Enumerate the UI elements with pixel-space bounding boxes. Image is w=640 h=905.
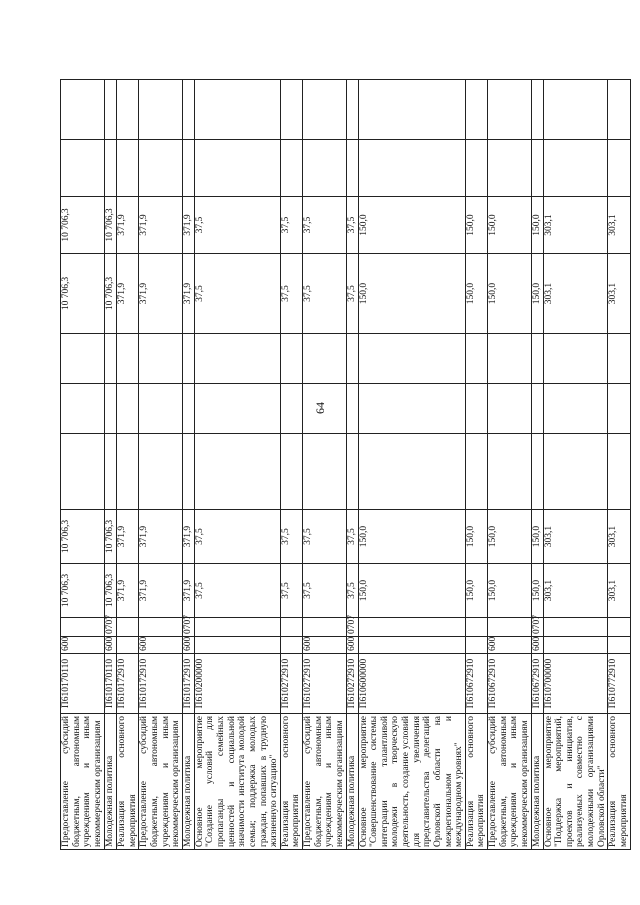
table-row — [182, 80, 194, 850]
cell-csr: П610772910 — [608, 654, 630, 714]
cell-v2: 150,0 — [358, 510, 465, 564]
table-row — [488, 80, 532, 850]
cell-name: Предоставление субсидий бюджетным, автономным учреждениям и иным некоммерческим организациям — [303, 714, 347, 850]
cell-rz — [117, 618, 139, 637]
cell-vr: 600 — [182, 637, 194, 654]
cell-v3 — [346, 384, 358, 434]
cell-empty — [543, 334, 608, 384]
cell-v3 — [608, 384, 630, 434]
cell-v5: 10 706,3 — [105, 197, 117, 254]
cell-rz — [608, 618, 630, 637]
cell-name: Основное мероприятие "Совершенствование системы интеграции талантливой молодежи в творческую деятельность, создание условий для увеличения представительства делегаций Орловской области на межрегиональном и международном уровнях" — [358, 714, 465, 850]
cell-empty — [608, 80, 630, 140]
cell-vr — [608, 637, 630, 654]
cell-vr: 600 — [139, 637, 183, 654]
cell-v4: 10 706,3 — [105, 254, 117, 334]
cell-empty — [303, 334, 347, 384]
table-row — [465, 80, 487, 850]
cell-v5: 150,0 — [358, 197, 465, 254]
cell-v3 — [139, 384, 183, 434]
cell-name: Реализация основного мероприятия — [465, 714, 487, 850]
cell-v5: 150,0 — [465, 197, 487, 254]
cell-csr: П610672910 — [465, 654, 487, 714]
cell-csr: П610272910 — [346, 654, 358, 714]
cell-name: Основное мероприятие "Поддержка мероприятий, проектов и инициатив, реализуемых совместно с молодежными организациями Орловской области" — [543, 714, 608, 850]
cell-v4: 150,0 — [358, 254, 465, 334]
cell-rz — [543, 618, 608, 637]
cell-empty — [543, 80, 608, 140]
cell-v4: 37,5 — [303, 254, 347, 334]
cell-v1: 371,9 — [139, 564, 183, 618]
cell-empty — [465, 140, 487, 197]
cell-v2: 150,0 — [488, 510, 532, 564]
cell-rz: 0707 — [531, 618, 543, 637]
cell-csr: П610170110 — [105, 654, 117, 714]
cell-empty — [182, 80, 194, 140]
table-row — [61, 80, 105, 850]
cell-v3 — [61, 384, 105, 434]
cell-name: Молодежная политика — [531, 714, 543, 850]
cell-empty — [358, 434, 465, 510]
cell-empty — [346, 80, 358, 140]
cell-v5: 303,1 — [608, 197, 630, 254]
cell-v2: 303,1 — [608, 510, 630, 564]
cell-v1: 371,9 — [182, 564, 194, 618]
cell-name: Молодежная политика — [346, 714, 358, 850]
cell-empty — [608, 334, 630, 384]
cell-rz: 0707 — [346, 618, 358, 637]
table-row — [358, 80, 465, 850]
cell-vr: 600 — [303, 637, 347, 654]
cell-v5: 37,5 — [346, 197, 358, 254]
cell-v1: 150,0 — [531, 564, 543, 618]
cell-v4: 371,9 — [139, 254, 183, 334]
cell-empty — [139, 434, 183, 510]
cell-v2: 37,5 — [194, 510, 280, 564]
cell-rz — [488, 618, 532, 637]
cell-v5: 37,5 — [280, 197, 302, 254]
cell-empty — [280, 140, 302, 197]
cell-csr: П610170110 — [61, 654, 105, 714]
cell-v4: 10 706,3 — [61, 254, 105, 334]
cell-empty — [465, 334, 487, 384]
cell-csr: П610172910 — [182, 654, 194, 714]
table-row — [194, 80, 280, 850]
cell-v1: 37,5 — [303, 564, 347, 618]
cell-empty — [608, 434, 630, 510]
table-row — [543, 80, 608, 850]
table-row — [117, 80, 139, 850]
cell-empty — [531, 434, 543, 510]
cell-empty — [303, 80, 347, 140]
cell-vr — [194, 637, 280, 654]
cell-empty — [358, 140, 465, 197]
cell-empty — [61, 434, 105, 510]
cell-v1: 371,9 — [117, 564, 139, 618]
cell-empty — [488, 140, 532, 197]
cell-v4: 150,0 — [465, 254, 487, 334]
cell-empty — [303, 434, 347, 510]
cell-rz — [61, 618, 105, 637]
cell-csr: П610672910 — [531, 654, 543, 714]
cell-csr: П610172910 — [139, 654, 183, 714]
table-row — [139, 80, 183, 850]
cell-v5: 303,1 — [543, 197, 608, 254]
cell-empty — [139, 80, 183, 140]
cell-v5: 150,0 — [488, 197, 532, 254]
cell-vr: 600 — [488, 637, 532, 654]
cell-v2: 10 706,3 — [105, 510, 117, 564]
cell-rz — [358, 618, 465, 637]
cell-empty — [531, 80, 543, 140]
cell-v1: 303,1 — [543, 564, 608, 618]
cell-v3 — [280, 384, 302, 434]
cell-rz — [303, 618, 347, 637]
cell-empty — [61, 334, 105, 384]
cell-v2: 371,9 — [182, 510, 194, 564]
table-row — [531, 80, 543, 850]
cell-v2: 150,0 — [531, 510, 543, 564]
cell-csr: П610200000 — [194, 654, 280, 714]
cell-name: Основное мероприятие "Создание условий для пропаганды семейных ценностей и социальной значимости института молодой семьи; поддержка молодых граждан, попавших в трудную жизненную ситуацию" — [194, 714, 280, 850]
cell-v1: 10 706,3 — [61, 564, 105, 618]
cell-v3 — [182, 384, 194, 434]
cell-csr: П610272910 — [280, 654, 302, 714]
cell-empty — [139, 334, 183, 384]
cell-v3 — [303, 384, 347, 434]
cell-v5: 371,9 — [117, 197, 139, 254]
cell-name: Реализация основного мероприятия — [280, 714, 302, 850]
cell-empty — [194, 140, 280, 197]
cell-v3 — [543, 384, 608, 434]
table-row — [303, 80, 347, 850]
cell-empty — [194, 434, 280, 510]
cell-rz: 0707 — [105, 618, 117, 637]
cell-v2: 10 706,3 — [61, 510, 105, 564]
cell-v1: 10 706,3 — [105, 564, 117, 618]
cell-rz — [465, 618, 487, 637]
cell-vr: 600 — [105, 637, 117, 654]
cell-v4: 303,1 — [543, 254, 608, 334]
cell-csr: П610672910 — [488, 654, 532, 714]
table-body — [61, 80, 631, 850]
cell-name: Предоставление субсидий бюджетным, автономным учреждениям и иным некоммерческим организациям — [139, 714, 183, 850]
cell-rz: 0707 — [182, 618, 194, 637]
cell-name: Молодежная политика — [105, 714, 117, 850]
cell-v4: 150,0 — [531, 254, 543, 334]
table-row — [346, 80, 358, 850]
cell-v3 — [105, 384, 117, 434]
cell-v3 — [465, 384, 487, 434]
cell-v5: 371,9 — [182, 197, 194, 254]
cell-empty — [182, 334, 194, 384]
cell-v4: 371,9 — [117, 254, 139, 334]
cell-csr: П610700000 — [543, 654, 608, 714]
cell-rz — [139, 618, 183, 637]
cell-v1: 150,0 — [358, 564, 465, 618]
cell-v4: 150,0 — [488, 254, 532, 334]
cell-empty — [488, 80, 532, 140]
cell-v4: 303,1 — [608, 254, 630, 334]
cell-rz — [280, 618, 302, 637]
cell-empty — [105, 334, 117, 384]
table-row — [608, 80, 630, 850]
cell-v1: 150,0 — [488, 564, 532, 618]
cell-v4: 371,9 — [182, 254, 194, 334]
cell-vr — [543, 637, 608, 654]
cell-vr — [280, 637, 302, 654]
cell-vr — [117, 637, 139, 654]
cell-empty — [608, 140, 630, 197]
cell-vr — [465, 637, 487, 654]
cell-v5: 37,5 — [303, 197, 347, 254]
cell-v3 — [531, 384, 543, 434]
cell-empty — [117, 80, 139, 140]
cell-v2: 37,5 — [280, 510, 302, 564]
cell-vr: 600 — [61, 637, 105, 654]
cell-csr: П610172910 — [117, 654, 139, 714]
cell-csr: П610600000 — [358, 654, 465, 714]
cell-empty — [303, 140, 347, 197]
cell-empty — [105, 434, 117, 510]
cell-v2: 37,5 — [303, 510, 347, 564]
cell-empty — [117, 140, 139, 197]
cell-empty — [488, 334, 532, 384]
cell-rz — [194, 618, 280, 637]
cell-v2: 37,5 — [346, 510, 358, 564]
cell-empty — [358, 80, 465, 140]
cell-empty — [117, 434, 139, 510]
cell-v5: 10 706,3 — [61, 197, 105, 254]
cell-name: Реализация основного мероприятия — [117, 714, 139, 850]
cell-v2: 371,9 — [117, 510, 139, 564]
cell-v1: 303,1 — [608, 564, 630, 618]
cell-v5: 37,5 — [194, 197, 280, 254]
cell-v3 — [194, 384, 280, 434]
cell-v1: 150,0 — [465, 564, 487, 618]
cell-empty — [105, 140, 117, 197]
cell-v2: 303,1 — [543, 510, 608, 564]
cell-empty — [105, 80, 117, 140]
cell-csr: П610272910 — [303, 654, 347, 714]
cell-vr: 600 — [346, 637, 358, 654]
cell-vr — [358, 637, 465, 654]
cell-empty — [280, 80, 302, 140]
cell-empty — [194, 334, 280, 384]
cell-empty — [358, 334, 465, 384]
cell-empty — [346, 434, 358, 510]
cell-v4: 37,5 — [194, 254, 280, 334]
cell-name: Предоставление субсидий бюджетным, автономным учреждениям и иным некоммерческим организациям — [61, 714, 105, 850]
page-number: 64 — [313, 402, 327, 414]
cell-vr: 600 — [531, 637, 543, 654]
cell-empty — [531, 140, 543, 197]
budget-table — [60, 79, 631, 850]
table-row — [105, 80, 117, 850]
cell-v5: 150,0 — [531, 197, 543, 254]
cell-v3 — [358, 384, 465, 434]
cell-v2: 150,0 — [465, 510, 487, 564]
cell-v1: 37,5 — [280, 564, 302, 618]
cell-empty — [182, 434, 194, 510]
cell-empty — [280, 434, 302, 510]
cell-v1: 37,5 — [346, 564, 358, 618]
cell-empty — [488, 434, 532, 510]
cell-empty — [61, 140, 105, 197]
cell-v2: 371,9 — [139, 510, 183, 564]
cell-empty — [346, 334, 358, 384]
cell-v4: 37,5 — [346, 254, 358, 334]
cell-empty — [182, 140, 194, 197]
cell-empty — [346, 140, 358, 197]
rotated-page-content — [60, 80, 629, 850]
cell-empty — [139, 140, 183, 197]
cell-name: Реализация основного мероприятия — [608, 714, 630, 850]
cell-empty — [543, 140, 608, 197]
cell-name: Молодежная политика — [182, 714, 194, 850]
cell-v5: 371,9 — [139, 197, 183, 254]
cell-empty — [280, 334, 302, 384]
cell-empty — [465, 434, 487, 510]
cell-v1: 37,5 — [194, 564, 280, 618]
cell-name: Предоставление субсидий бюджетным, автономным учреждениям и иным некоммерческим организациям — [488, 714, 532, 850]
cell-v4: 37,5 — [280, 254, 302, 334]
cell-empty — [465, 80, 487, 140]
cell-empty — [531, 334, 543, 384]
cell-empty — [543, 434, 608, 510]
cell-v3 — [488, 384, 532, 434]
table-row — [280, 80, 302, 850]
cell-v3 — [117, 384, 139, 434]
cell-empty — [61, 80, 105, 140]
cell-empty — [117, 334, 139, 384]
cell-empty — [194, 80, 280, 140]
